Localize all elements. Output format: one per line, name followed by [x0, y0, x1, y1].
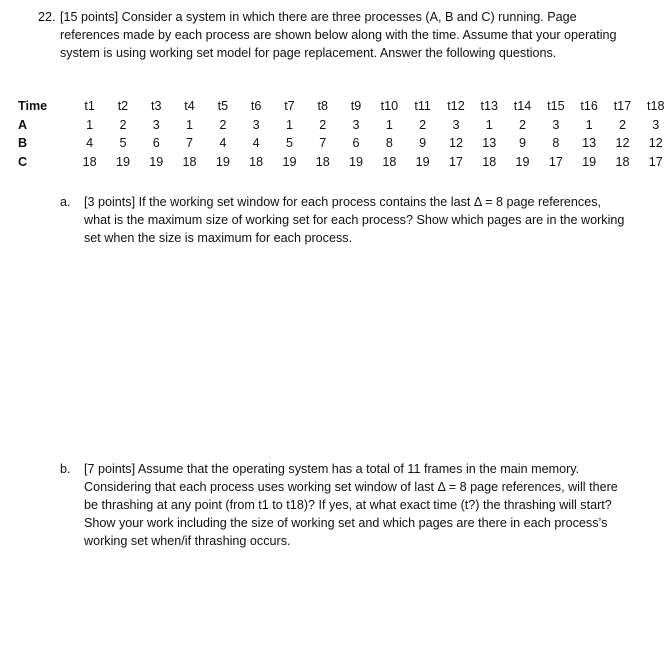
process-a-ref-14: 2 [519, 117, 527, 132]
process-a-ref-18: 3 [652, 117, 660, 132]
process-b-ref-2: 5 [119, 136, 127, 151]
question-number: 22. [38, 10, 56, 24]
process-b-ref-11: 9 [419, 136, 427, 151]
time-cell-6: t6 [250, 99, 262, 113]
process-b-ref-1: 4 [86, 136, 94, 151]
process-label-a: A [18, 117, 28, 132]
process-c-ref-9: 19 [349, 155, 364, 170]
process-a-ref-8: 2 [319, 117, 327, 132]
process-c-ref-12: 17 [448, 155, 463, 170]
time-cell-1: t1 [84, 99, 95, 113]
time-cell-7: t7 [284, 99, 295, 113]
process-row-c [18, 153, 663, 172]
time-cell-16: t16 [580, 99, 598, 113]
process-b-ref-9: 6 [352, 136, 360, 151]
process-a-ref-13: 1 [485, 117, 493, 132]
time-cell-4: t4 [184, 99, 195, 113]
part-a [60, 193, 625, 247]
process-b-ref-5: 4 [219, 136, 227, 151]
process-a-ref-16: 1 [585, 117, 593, 132]
process-c-ref-1: 18 [82, 155, 97, 170]
process-c-ref-10: 18 [382, 155, 397, 170]
process-a-ref-6: 3 [252, 117, 260, 132]
process-a-ref-11: 2 [419, 117, 427, 132]
process-a-ref-1: 1 [86, 117, 94, 132]
process-a-ref-9: 3 [352, 117, 360, 132]
process-c-ref-14: 19 [515, 155, 530, 170]
time-cell-13: t13 [480, 99, 498, 113]
process-c-ref-6: 18 [249, 155, 264, 170]
process-b-ref-6: 4 [252, 136, 260, 151]
time-label: Time [18, 99, 48, 113]
time-cell-14: t14 [513, 99, 532, 113]
process-c-ref-3: 19 [149, 155, 164, 170]
part-a-label: a. [60, 195, 71, 209]
part-b [60, 460, 625, 550]
process-b-ref-4: 7 [186, 136, 194, 151]
process-b-ref-18: 12 [648, 136, 663, 151]
process-c-ref-2: 19 [115, 155, 130, 170]
process-a-ref-4: 1 [186, 117, 194, 132]
process-c-ref-4: 18 [182, 155, 197, 170]
process-c-ref-18: 17 [648, 155, 663, 170]
process-a-ref-10: 1 [385, 117, 393, 132]
time-cell-18: t18 [646, 99, 665, 113]
time-cell-2: t2 [117, 99, 129, 113]
process-b-ref-14: 9 [519, 136, 527, 151]
time-header-row [18, 97, 665, 116]
process-c-ref-8: 18 [315, 155, 330, 170]
process-a-ref-2: 2 [119, 117, 127, 132]
process-b-ref-13: 13 [482, 136, 497, 151]
process-a-ref-3: 3 [152, 117, 160, 132]
time-cell-17: t17 [613, 99, 632, 113]
process-a-ref-7: 1 [285, 117, 293, 132]
process-a-ref-17: 2 [618, 117, 626, 132]
process-c-ref-13: 18 [482, 155, 497, 170]
time-cell-5: t5 [217, 99, 229, 113]
question-block [38, 8, 638, 62]
time-cell-8: t8 [317, 99, 328, 113]
process-c-ref-11: 19 [415, 155, 430, 170]
time-cell-3: t3 [150, 99, 162, 113]
process-c-ref-15: 17 [548, 155, 563, 170]
process-b-ref-7: 5 [285, 136, 293, 151]
process-b-ref-10: 8 [385, 136, 393, 151]
process-label-c: C [18, 155, 28, 170]
process-c-ref-17: 18 [615, 155, 630, 170]
question-text: [15 points] Consider a system in which there are three processes (A, B and C) running. Page references made by each process are shown below along with the time. Assume that your operating system is using working set model for page replacement. Answer the following questions. [60, 10, 617, 60]
time-cell-15: t15 [547, 99, 565, 113]
process-a-ref-5: 2 [219, 117, 227, 132]
process-a-ref-15: 3 [552, 117, 560, 132]
page-reference-table [18, 97, 665, 172]
process-b-ref-8: 7 [319, 136, 327, 151]
process-c-ref-7: 19 [282, 155, 297, 170]
time-cell-11: t11 [414, 99, 431, 113]
time-cell-9: t9 [350, 99, 362, 113]
process-row-a [18, 116, 660, 135]
part-a-text: [3 points] If the working set window for each process contains the last Δ = 8 page references, what is the maximum size of working set for each process? Show which pages are in the working set when the size is maximum for each process. [84, 195, 625, 245]
process-c-ref-16: 19 [582, 155, 597, 170]
process-c-ref-5: 19 [215, 155, 230, 170]
process-label-b: B [18, 136, 28, 151]
process-b-ref-15: 8 [552, 136, 560, 151]
process-b-ref-3: 6 [152, 136, 160, 151]
process-b-ref-17: 12 [615, 136, 630, 151]
process-a-ref-12: 3 [452, 117, 460, 132]
time-cell-10: t10 [380, 99, 399, 113]
process-b-ref-16: 13 [582, 136, 597, 151]
part-b-label: b. [60, 462, 71, 476]
process-b-ref-12: 12 [448, 136, 463, 151]
part-b-text: [7 points] Assume that the operating system has a total of 11 frames in the main memory. Considering that each process uses working set window of last Δ = 8 page references, will there be thrashing at any point (from t1 to t18)? If yes, at what exact time (t?) the thrashing will start? Show your work including the size of working set and which pages are there in each process’s working set when/if thrashing occurs. [84, 462, 618, 548]
process-row-b [18, 134, 663, 153]
time-cell-12: t12 [447, 99, 465, 113]
